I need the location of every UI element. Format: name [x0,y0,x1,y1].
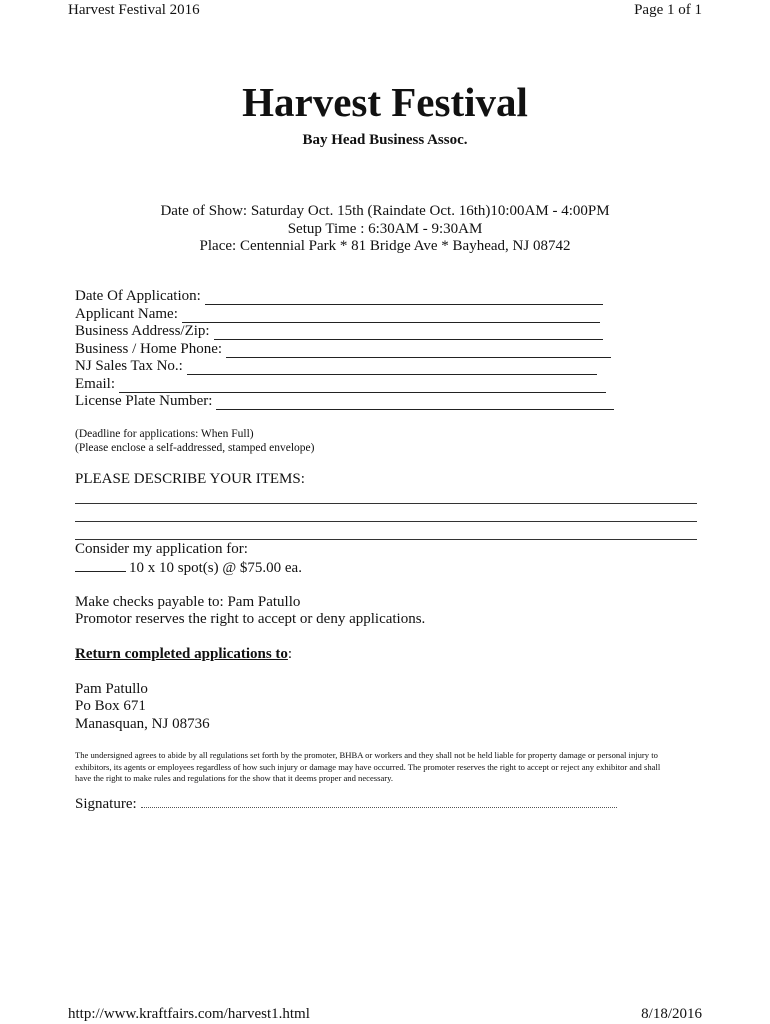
fill-line [216,395,614,410]
header-page-number: Page 1 of 1 [634,2,702,18]
field-label: Business / Home Phone: [75,341,223,357]
return-heading [75,646,292,663]
fill-line [182,308,600,323]
describe-items-label: PLEASE DESCRIBE YOUR ITEMS: [75,471,305,487]
consider-label: Consider my application for: [75,541,248,557]
return-name: Pam Patullo [75,681,148,697]
spot-quantity-blank[interactable] [75,559,126,572]
phone-field[interactable] [75,340,611,358]
setup-time: Setup Time : 6:30AM - 9:30AM [287,221,483,237]
return-city: Manasquan, NJ 08736 [75,716,210,732]
field-label: NJ Sales Tax No.: [75,358,183,374]
signature-field[interactable] [75,795,617,813]
show-date: Date of Show: Saturday Oct. 15th (Raindate Oct. 16th)10:00AM - 4:00PM [160,203,610,219]
signature-label: Signature: [75,796,137,812]
describe-line-2[interactable] [75,521,697,522]
reserve-right: Promotor reserves the right to accept or deny applications. [75,611,426,627]
envelope-note: (Please enclose a self-addressed, stamped envelope) [75,442,315,454]
show-place: Place: Centennial Park * 81 Bridge Ave * Bayhead, NJ 08742 [199,238,571,254]
legal-text: The undersigned agrees to abide by all regulations set forth by the promoter, BHBA or workers and they shall not be held liable for property damage or personal injury to exhibitors, its agents or employees regardless of how such injury or damage may have occurred. The promoter reserves the right to accept or reject any exhibitor and shall have the right to make rules and regulations for the show that it deems proper and necessary. [75,750,661,783]
return-colon: : [287,646,293,662]
field-label: Business Address/Zip: [75,323,210,339]
fill-line [187,360,597,375]
license-plate-field[interactable] [75,392,614,410]
header-document-title: Harvest Festival 2016 [68,2,200,18]
checks-payable: Make checks payable to: Pam Patullo [75,594,301,610]
spot-option[interactable] [75,559,302,577]
fill-line [214,325,603,340]
fill-line [226,343,611,358]
return-box: Po Box 671 [75,698,146,714]
field-label: Applicant Name: [75,306,178,322]
describe-line-3[interactable] [75,539,697,540]
field-label: Date Of Application: [75,288,201,304]
fill-line [205,290,603,305]
describe-line-1[interactable] [75,503,697,504]
applicant-name-field[interactable] [75,305,600,323]
footer-date: 8/18/2016 [641,1006,702,1022]
date-of-application-field[interactable] [75,287,603,305]
sales-tax-field[interactable] [75,357,597,375]
email-field[interactable] [75,375,606,393]
page-subtitle: Bay Head Business Assoc. [302,132,468,148]
business-address-field[interactable] [75,322,603,340]
signature-line[interactable] [141,795,617,808]
page-title: Harvest Festival [242,79,528,125]
fill-line [119,378,606,393]
footer-url[interactable]: http://www.kraftfairs.com/harvest1.html [68,1006,310,1022]
return-label: Return completed applications to [75,646,288,662]
spot-price-text: 10 x 10 spot(s) @ $75.00 ea. [129,560,302,576]
field-label: License Plate Number: [75,393,213,409]
deadline-note: (Deadline for applications: When Full) [75,428,254,440]
field-label: Email: [75,376,115,392]
